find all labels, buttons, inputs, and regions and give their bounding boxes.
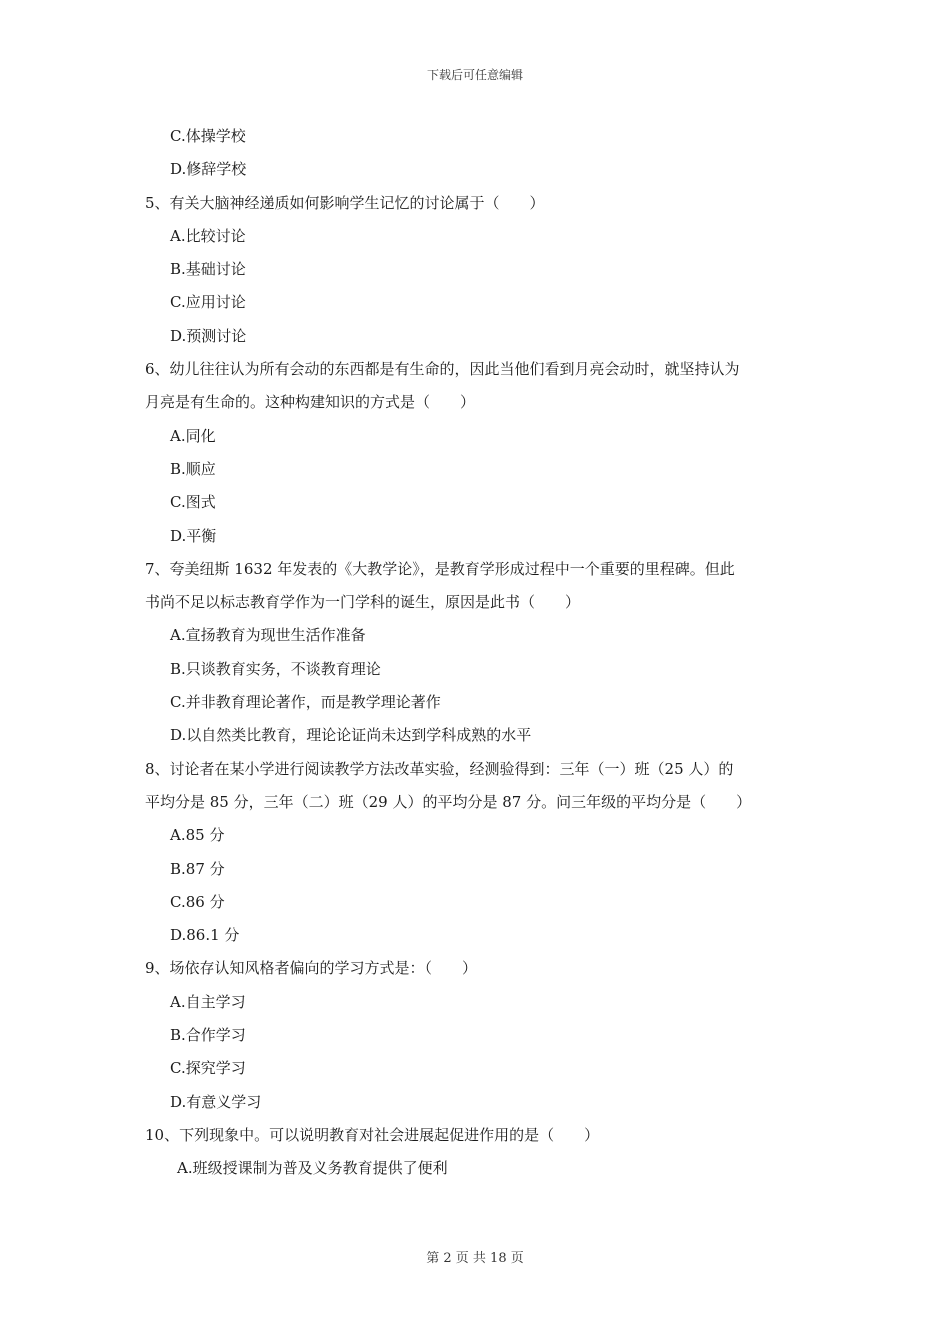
question-line: 书尚不足以标志教育学作为一门学科的诞生，原因是此书（ ）	[145, 593, 581, 612]
question-line: 10、下列现象中。可以说明教育对社会进展起促进作用的是（ ）	[145, 1125, 600, 1144]
question-line: 9、场依存认知风格者偏向的学习方式是：（ ）	[145, 959, 478, 978]
option-line: D.86.1 分	[170, 926, 240, 945]
document-body	[145, 120, 815, 1186]
option-line: B.合作学习	[170, 1026, 246, 1045]
option-line: A.班级授课制为普及义务教育提供了便利	[177, 1159, 448, 1178]
option-line: B.87 分	[170, 859, 225, 878]
option-line: D.有意义学习	[170, 1092, 262, 1111]
option-line: D.平衡	[170, 526, 217, 545]
question-line: 平均分是 85 分，三年（二）班（29 人）的平均分是 87 分。问三年级的平均分是（ ）	[145, 792, 752, 811]
question-line: 6、幼儿往往认为所有会动的东西都是有生命的，因此当他们看到月亮会动时，就坚持认为	[145, 360, 740, 379]
option-line: C.86 分	[170, 892, 225, 911]
option-line: A.宣扬教育为现世生活作准备	[170, 626, 366, 645]
option-line: B.基础讨论	[170, 260, 246, 279]
option-line: A.自主学习	[170, 992, 246, 1011]
option-line: A.比较讨论	[170, 226, 246, 245]
question-line: 5、有关大脑神经递质如何影响学生记忆的讨论属于（ ）	[145, 193, 545, 212]
option-line: D.以自然类比教育，理论论证尚未达到学科成熟的水平	[170, 726, 532, 745]
option-line: D.预测讨论	[170, 326, 247, 345]
option-line: C.应用讨论	[170, 293, 246, 312]
option-line: B.顺应	[170, 459, 216, 478]
option-line: D.修辞学校	[170, 160, 247, 179]
question-line: 8、讨论者在某小学进行阅读教学方法改革实验，经测验得到：三年（一）班（25 人）的	[145, 759, 734, 778]
page-footer: 第 2 页 共 18 页	[426, 1251, 524, 1266]
option-line: A.同化	[170, 426, 216, 445]
page-header: 下载后可任意编辑	[426, 68, 523, 82]
option-line: B.只谈教育实务，不谈教育理论	[170, 659, 381, 678]
question-line: 月亮是有生命的。这种构建知识的方式是（ ）	[145, 393, 476, 412]
option-line: C.体操学校	[170, 127, 246, 145]
question-line: 7、夸美纽斯 1632 年发表的《大教学论》，是教育学形成过程中一个重要的里程碑。但此	[145, 559, 735, 578]
option-line: A.85 分	[170, 826, 225, 845]
option-line: C.探究学习	[170, 1059, 246, 1078]
option-line: C.并非教育理论著作，而是教学理论著作	[170, 693, 441, 712]
option-line: C.图式	[170, 493, 216, 512]
